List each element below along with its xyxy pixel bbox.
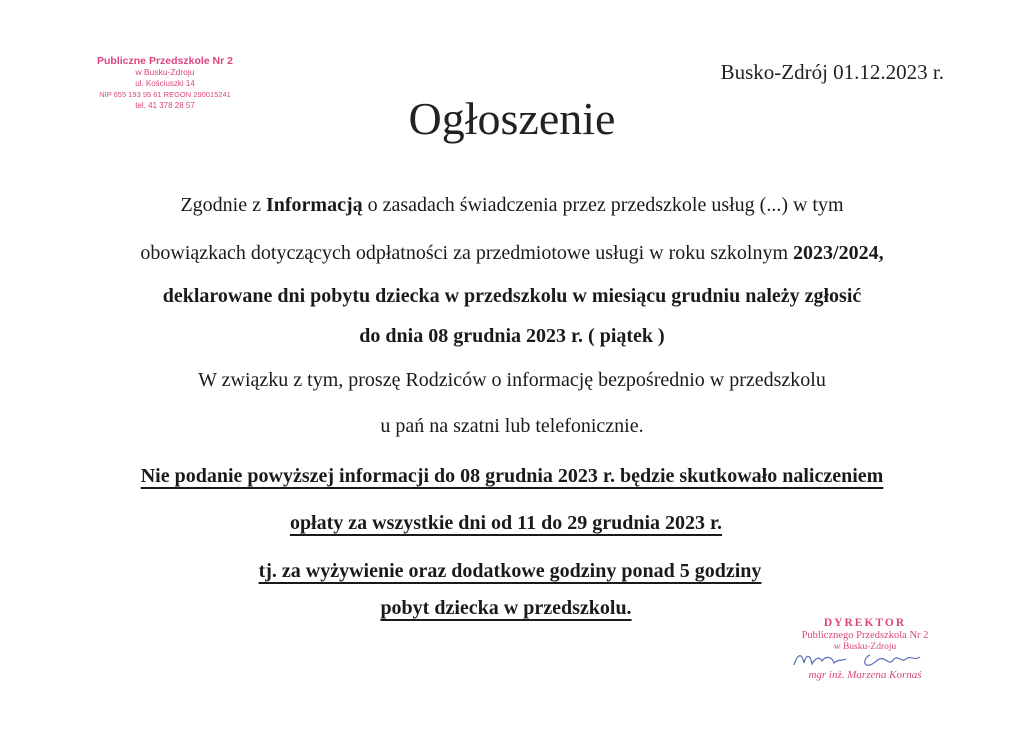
paragraph-line-1 (0, 194, 1024, 217)
paragraph-line-7: Nie podanie powyższej informacji do 08 grudnia 2023 r. będzie skutkowało naliczeniem (140, 465, 884, 487)
paragraph-line-2 (0, 242, 1024, 265)
stamp-line-3: ul. Kościuszki 14 (135, 79, 195, 88)
director-line-2: Publicznego Przedszkola Nr 2 (801, 630, 929, 641)
place-date: Busko-Zdrój 01.12.2023 r. (720, 60, 944, 84)
stamp-line-1: Publiczne Przedszkole Nr 2 (97, 55, 233, 67)
stamp-line-5: tel. 41 378 28 57 (135, 101, 195, 110)
text-segment-bold: Informacją (265, 194, 363, 216)
paragraph-line-6: u pań na szatni lub telefonicznie. (380, 415, 644, 437)
paragraph-line-4: do dnia 08 grudnia 2023 r. ( piątek ) (359, 325, 665, 347)
text-segment-bold: 2023/2024, (793, 242, 884, 264)
stamp-line-4: NIP 655 193 95 61 REGON 290015241 (99, 90, 231, 99)
text-segment: o zasadach świadczenia przez przedszkole usług (...) w tym (362, 194, 844, 216)
text-segment: Zgodnie z (180, 194, 266, 216)
signature-scribble-icon (790, 649, 940, 671)
text-segment: obowiązkach dotyczących odpłatności za przedmiotowe usługi w roku szkolnym (140, 242, 794, 264)
director-name: mgr inż. Marzena Kornaś (808, 669, 922, 681)
director-line-3: w Busku-Zdroju (833, 642, 897, 652)
director-stamp (770, 617, 960, 682)
paragraph-line-8: opłaty za wszystkie dni od 11 do 29 grudnia 2023 r. (289, 512, 723, 534)
paragraph-line-9: tj. za wyżywienie oraz dodatkowe godziny ponad 5 godziny (258, 560, 762, 582)
paragraph-line-3: deklarowane dni pobytu dziecka w przedszkolu w miesiącu grudniu należy zgłosić (162, 285, 862, 307)
director-title: DYREKTOR (823, 617, 907, 629)
paragraph-line-10: pobyt dziecka w przedszkolu. (380, 597, 632, 619)
page-title: Ogłoszenie (408, 93, 616, 144)
paragraph-line-5: W związku z tym, proszę Rodziców o informację bezpośrednio w przedszkolu (198, 369, 826, 391)
signature (770, 653, 960, 669)
stamp-line-2: w Busku-Zdroju (135, 67, 195, 77)
